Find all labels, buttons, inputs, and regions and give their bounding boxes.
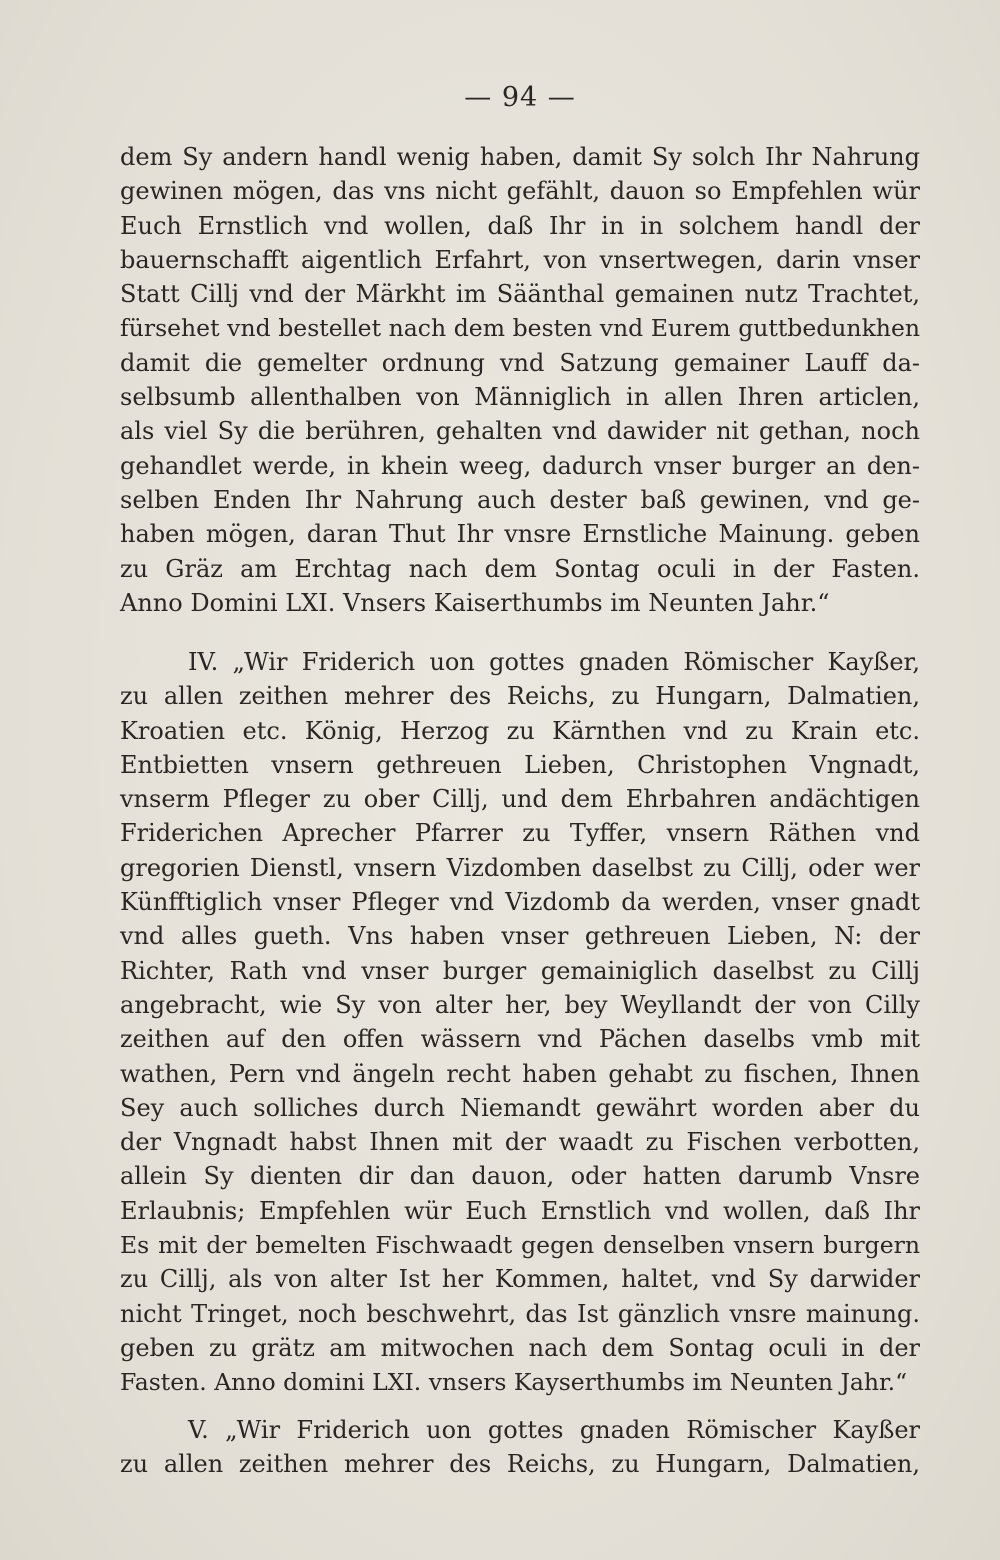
page-number: — 94 — — [464, 82, 576, 113]
text-line: zu Cillj, als von alter Ist her Kommen, haltet, vnd Sy darwider — [120, 1265, 920, 1294]
text-line: Erlaubnis; Empfehlen wür Euch Ernstlich vnd wollen, daß Ihr — [120, 1196, 920, 1225]
text-line: selbsumb allenthalben von Männiglich in allen Ihren articlen, — [120, 383, 920, 412]
text-line: V. „Wir Friderich uon gottes gnaden Römischer Kayßer — [188, 1416, 920, 1444]
paragraph-iv — [120, 645, 920, 1400]
text-line: zu Gräz am Erchtag nach dem Sontag oculi in der Fasten. — [120, 554, 920, 583]
text-line: zu allen zeithen mehrer des Reichs, zu Hungarn, Dalmatien, — [120, 1450, 920, 1479]
text-line: der Vngnadt habst Ihnen mit der waadt zu Fischen verbotten, — [120, 1128, 920, 1157]
paragraph-continuation — [120, 140, 920, 620]
text-line: Friderichen Aprecher Pfarrer zu Tyffer, vnsern Räthen vnd — [120, 819, 920, 848]
text-line: allein Sy dienten dir dan dauon, oder hatten darumb Vnsre — [120, 1162, 920, 1191]
text-line: bauernschafft aigentlich Erfahrt, von vnsertwegen, darin vnser — [120, 245, 920, 274]
text-line: vnd alles gueth. Vns haben vnser gethreuen Lieben, N: der — [120, 922, 920, 951]
text-line: zeithen auf den offen wässern vnd Pächen daselbs vmb mit — [120, 1025, 920, 1054]
text-line: Euch Ernstlich vnd wollen, daß Ihr in in solchem handl der — [120, 211, 920, 240]
text-line: gregorien Dienstl, vnsern Vizdomben daselbst zu Cillj, oder wer — [120, 853, 920, 882]
text-line: Fasten. Anno domini LXI. vnsers Kayserthumbs im Neunten Jahr.“ — [120, 1368, 908, 1397]
text-line: gewinen mögen, das vns nicht gefählt, dauon so Empfehlen wür — [120, 177, 920, 206]
text-line: als viel Sy die berühren, gehalten vnd dawider nit gethan, noch — [120, 417, 920, 446]
text-line: Sey auch solliches durch Niemandt gewährt worden aber du — [120, 1093, 920, 1122]
text-line: haben mögen, daran Thut Ihr vnsre Ernstliche Mainung. geben — [120, 520, 920, 549]
text-line: vnserm Pfleger zu ober Cillj, und dem Ehrbahren andächtigen — [120, 785, 920, 814]
text-line: fürsehet vnd bestellet nach dem besten vnd Eurem guttbedunkhen — [120, 314, 920, 343]
text-line: IV. „Wir Friderich uon gottes gnaden Römischer Kayßer, — [188, 648, 920, 676]
text-line: Entbietten vnsern gethreuen Lieben, Christophen Vngnadt, — [120, 750, 920, 779]
text-line: nicht Tringet, noch beschwehrt, das Ist gänzlich vnsre mainung. — [120, 1299, 920, 1328]
text-line: dem Sy andern handl wenig haben, damit Sy solch Ihr Nahrung — [120, 143, 920, 171]
text-line: gehandlet werde, in khein weeg, dadurch vnser burger an den- — [120, 451, 920, 480]
text-line: wathen, Pern vnd ängeln recht haben gehabt zu fischen, Ihnen — [120, 1059, 920, 1088]
text-line: Es mit der bemelten Fischwaadt gegen denselben vnsern burgern — [120, 1231, 920, 1260]
text-line: Anno Domini LXI. Vnsers Kaiserthumbs im Neunten Jahr.“ — [120, 588, 830, 617]
text-line: angebracht, wie Sy von alter her, bey Weyllandt der von Cilly — [120, 990, 920, 1019]
text-line: Statt Cillj vnd der Märkht im Säänthal gemainen nutz Trachtet, — [120, 280, 920, 309]
text-line: Künfftiglich vnser Pfleger vnd Vizdomb da werden, vnser gnadt — [120, 888, 920, 917]
text-line: Kroatien etc. König, Herzog zu Kärnthen vnd zu Krain etc. — [120, 716, 920, 745]
text-line: damit die gemelter ordnung vnd Satzung gemainer Lauff da- — [120, 348, 920, 377]
text-line: selben Enden Ihr Nahrung auch dester baß gewinen, vnd ge- — [120, 485, 920, 514]
text-line: geben zu grätz am mitwochen nach dem Sontag oculi in der — [120, 1333, 920, 1362]
paragraph-v — [120, 1413, 920, 1482]
text-line: zu allen zeithen mehrer des Reichs, zu Hungarn, Dalmatien, — [120, 682, 920, 711]
text-line: Richter, Rath vnd vnser burger gemainiglich daselbst zu Cillj — [120, 956, 920, 985]
